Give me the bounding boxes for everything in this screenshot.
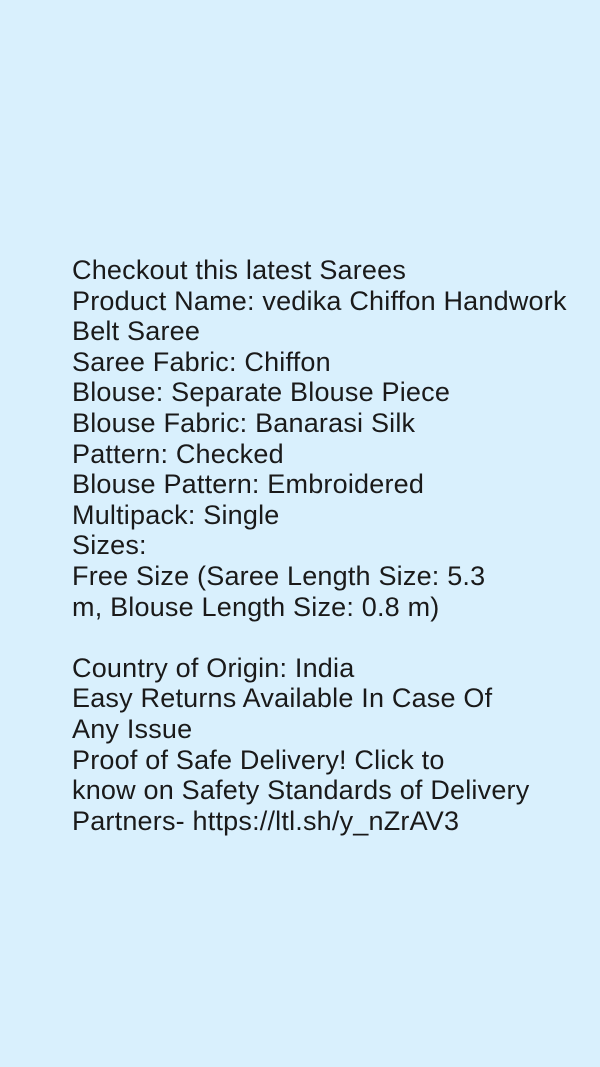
line-saree-fabric: Saree Fabric: Chiffon [72, 346, 331, 377]
line-free-size-cont: m, Blouse Length Size: 0.8 m) [72, 591, 440, 622]
line-free-size: Free Size (Saree Length Size: 5.3 [72, 560, 486, 591]
line-sizes-label: Sizes: [72, 530, 147, 561]
line-pattern: Pattern: Checked [72, 438, 284, 469]
line-product-name-cont: Belt Saree [72, 316, 201, 347]
line-blank-spacer [72, 622, 552, 653]
line-blouse-pattern: Blouse Pattern: Embroidered [72, 469, 425, 500]
line-safe-delivery-cont: know on Safety Standards of Delivery [72, 775, 530, 806]
line-partners-url: Partners- https://ltl.sh/y_nZrAV3 [72, 805, 460, 836]
line-blouse: Blouse: Separate Blouse Piece [72, 377, 451, 408]
product-description-text [72, 255, 567, 836]
line-product-name: Product Name: vedika Chiffon Handwork [72, 285, 567, 316]
line-checkout-heading: Checkout this latest Sarees [72, 255, 407, 285]
line-multipack: Multipack: Single [72, 499, 280, 530]
line-safe-delivery: Proof of Safe Delivery! Click to [72, 744, 445, 775]
line-country-of-origin: Country of Origin: India [72, 652, 355, 683]
line-easy-returns: Easy Returns Available In Case Of [72, 683, 493, 714]
line-easy-returns-cont: Any Issue [72, 713, 193, 744]
line-blouse-fabric: Blouse Fabric: Banarasi Silk [72, 407, 416, 438]
